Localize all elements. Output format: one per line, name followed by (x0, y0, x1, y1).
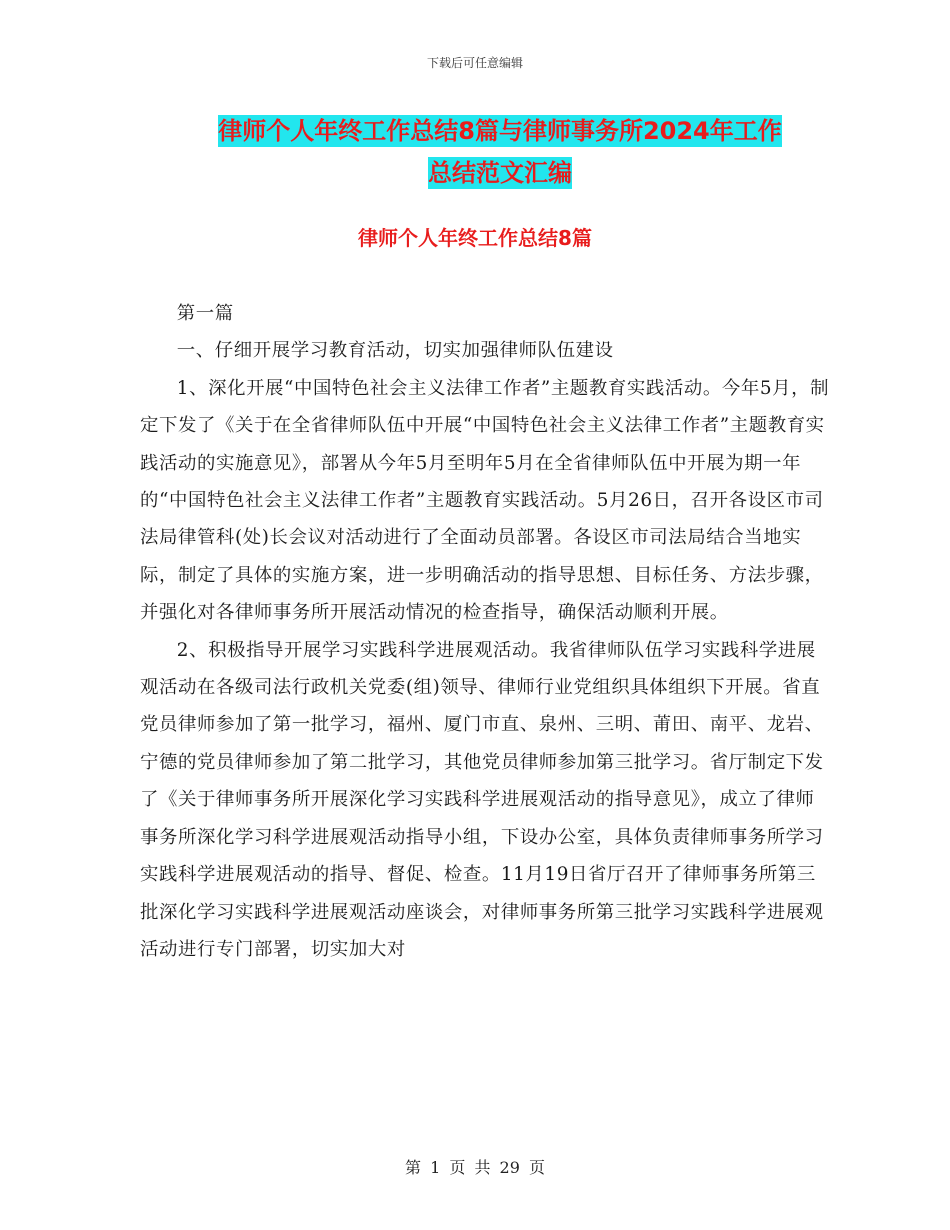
document-title-line-1: 律师个人年终工作总结8篇与律师事务所2024年工作 (218, 117, 782, 145)
page-footer: 第 1 页 共 29 页 (405, 1158, 545, 1177)
body-text (140, 295, 830, 968)
paragraph-chapter-label: 第一篇 (176, 303, 234, 324)
section-title: 律师个人年终工作总结8篇 (358, 226, 592, 250)
document-title (120, 110, 880, 194)
paragraph-item-2: 2、积极指导开展学习实践科学进展观活动。我省律师队伍学习实践科学进展观活动在各级司法行政机关党委(组)领导、律师行业党组织具体组织下开展。省直党员律师参加了第一批学习，福州、厦门市直、泉州、三明、莆田、南平、龙岩、宁德的党员律师参加了第二批学习，其他党员律师参加第三批学习。省厅制定下发了《关于律师事务所开展深化学习实践科学进展观活动的指导意见》，成立了律师事务所深化学习科学进展观活动指导小组，下设办公室，具体负责律师事务所学习实践科学进展观活动的指导、督促、检查。11月19日省厅召开了律师事务所第三批深化学习实践科学进展观活动座谈会，对律师事务所第三批学习实践科学进展观活动进行专门部署，切实加大对 (140, 639, 824, 960)
header-note: 下载后可任意编辑 (426, 56, 523, 70)
document-title-line-2: 总结范文汇编 (428, 159, 572, 187)
paragraph-heading-1: 一、仔细开展学习教育活动，切实加强律师队伍建设 (176, 340, 614, 362)
paragraph-item-1: 1、深化开展“中国特色社会主义法律工作者”主题教育实践活动。今年5月，制定下发了《关于在全省律师队伍中开展“中国特色社会主义法律工作者”主题教育实践活动的实施意见》，部署从今年5月至明年5月在全省律师队伍中开展为期一年的“中国特色社会主义法律工作者”主题教育实践活动。5月26日，召开各设区市司法局律管科(处)长会议对活动进行了全面动员部署。各设区市司法局结合当地实际，制定了具体的实施方案，进一步明确活动的指导思想、目标任务、方法步骤，并强化对各律师事务所开展活动情况的检查指导，确保活动顺利开展。 (140, 377, 830, 624)
